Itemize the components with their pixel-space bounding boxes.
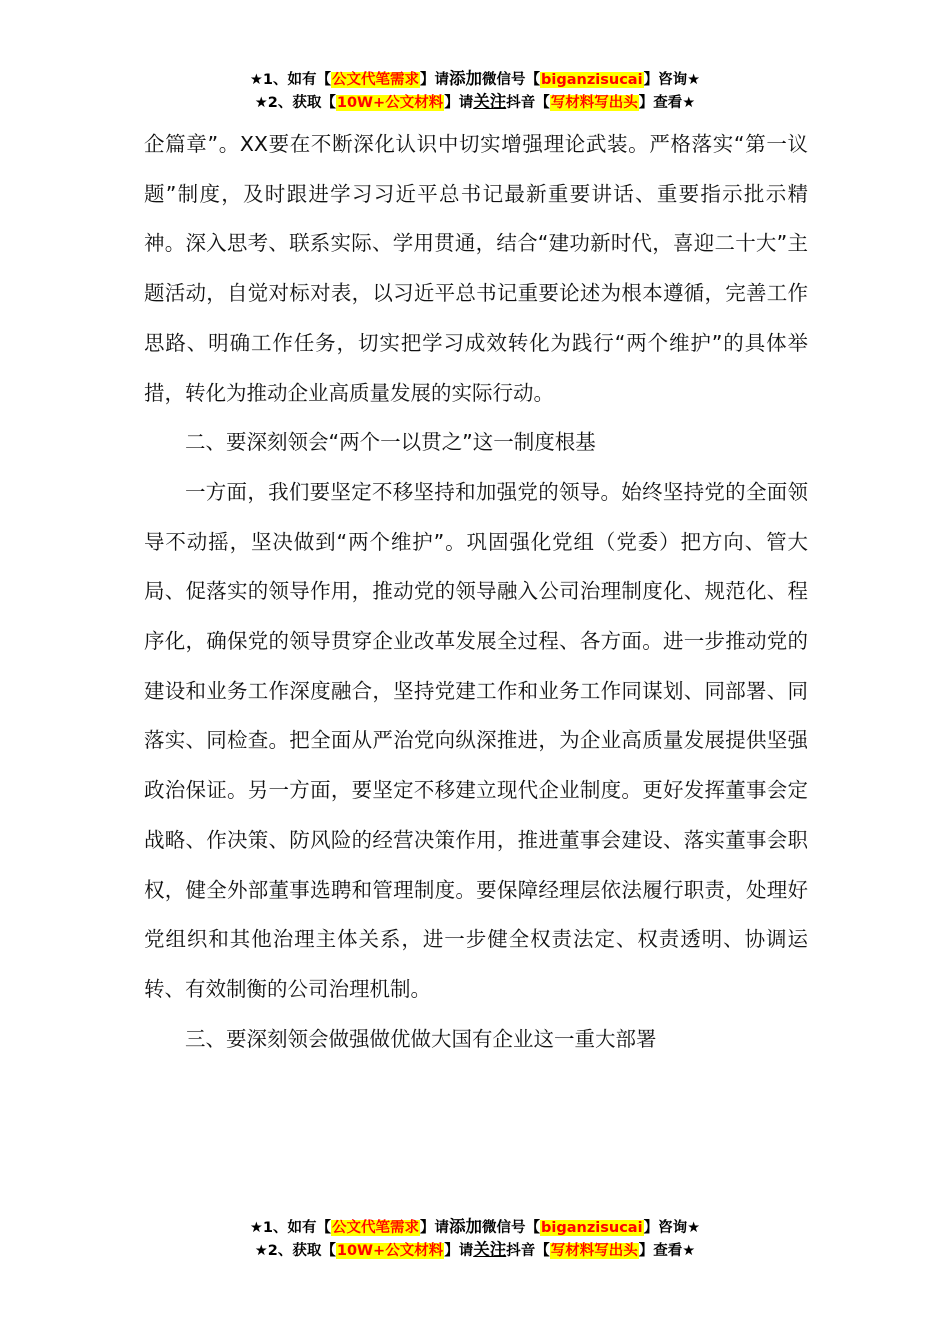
banner-text: 】请 <box>420 1220 450 1236</box>
banner-text: ★2、获取【 <box>254 1243 336 1259</box>
banner-line-2 <box>0 91 950 114</box>
highlight-douyin-account: 写材料写出头 <box>550 95 638 111</box>
banner-emphasis: 添加 <box>449 1217 483 1236</box>
banner-text: 】请 <box>444 1243 474 1259</box>
highlight-materials: 10W+公文材料 <box>336 95 444 111</box>
banner-line-1 <box>0 1216 950 1239</box>
banner-text: 】咨询★ <box>643 1220 701 1236</box>
highlight-wechat-id: biganzisucai <box>541 1220 643 1236</box>
banner-text: 】查看★ <box>638 1243 696 1259</box>
section-heading-2: 二、要深刻领会“两个一以贯之”这一制度根基 <box>185 430 596 455</box>
banner-emphasis: 添加 <box>449 69 483 88</box>
banner-text: ★1、如有【 <box>249 72 332 88</box>
banner-text: ★2、获取【 <box>254 95 336 111</box>
banner-line-2 <box>0 1239 950 1262</box>
banner-emphasis: 关注 <box>473 1240 507 1259</box>
header-banner <box>0 68 950 114</box>
banner-text: ★1、如有【 <box>249 1220 332 1236</box>
banner-line-1 <box>0 68 950 91</box>
banner-emphasis: 关注 <box>473 92 507 111</box>
paragraph-1: 企篇章”。XX要在不断深化认识中切实增强理论武装。严格落实“第一议题”制度，及时跟进学习习近平总书记最新重要讲话、重要指示批示精神。深入思考、联系实际、学用贯通，结合“建功新时代，喜迎二十大”主题活动，自觉对标对表，以习近平总书记重要论述为根本遵循，完善工作思路、明确工作任务，切实把学习成效转化为践行“两个维护”的具体举措，转化为推动企业高质量发展的实际行动。 <box>144 132 808 405</box>
document-body <box>144 120 808 1064</box>
banner-text: 】请 <box>444 95 474 111</box>
highlight-materials: 10W+公文材料 <box>336 1243 444 1259</box>
banner-text: 抖音【 <box>506 1243 550 1259</box>
banner-text: 】咨询★ <box>643 72 701 88</box>
banner-text: 】请 <box>420 72 450 88</box>
highlight-douyin-account: 写材料写出头 <box>550 1243 638 1259</box>
highlight-service: 公文代笔需求 <box>332 72 420 88</box>
footer-banner <box>0 1216 950 1262</box>
highlight-wechat-id: biganzisucai <box>541 72 643 88</box>
banner-text: 微信号【 <box>482 72 541 88</box>
banner-text: 抖音【 <box>506 95 550 111</box>
highlight-service: 公文代笔需求 <box>332 1220 420 1236</box>
banner-text: 】查看★ <box>638 95 696 111</box>
section-heading-3: 三、要深刻领会做强做优做大国有企业这一重大部署 <box>185 1026 657 1051</box>
banner-text: 微信号【 <box>482 1220 541 1236</box>
paragraph-2: 一方面，我们要坚定不移坚持和加强党的领导。始终坚持党的全面领导不动摇，坚决做到“两个维护”。巩固强化党组（党委）把方向、管大局、促落实的领导作用，推动党的领导融入公司治理制度化、规范化、程序化，确保党的领导贯穿企业改革发展全过程、各方面。进一步推动党的建设和业务工作深度融合，坚持党建工作和业务工作同谋划、同部署、同落实、同检查。把全面从严治党向纵深推进，为企业高质量发展提供坚强政治保证。另一方面，要坚定不移建立现代企业制度。更好发挥董事会定战略、作决策、防风险的经营决策作用，推进董事会建设、落实董事会职权，健全外部董事选聘和管理制度。要保障经理层依法履行职责，处理好党组织和其他治理主体关系，进一步健全权责法定、权责透明、协调运转、有效制衡的公司治理机制。 <box>144 479 808 1001</box>
